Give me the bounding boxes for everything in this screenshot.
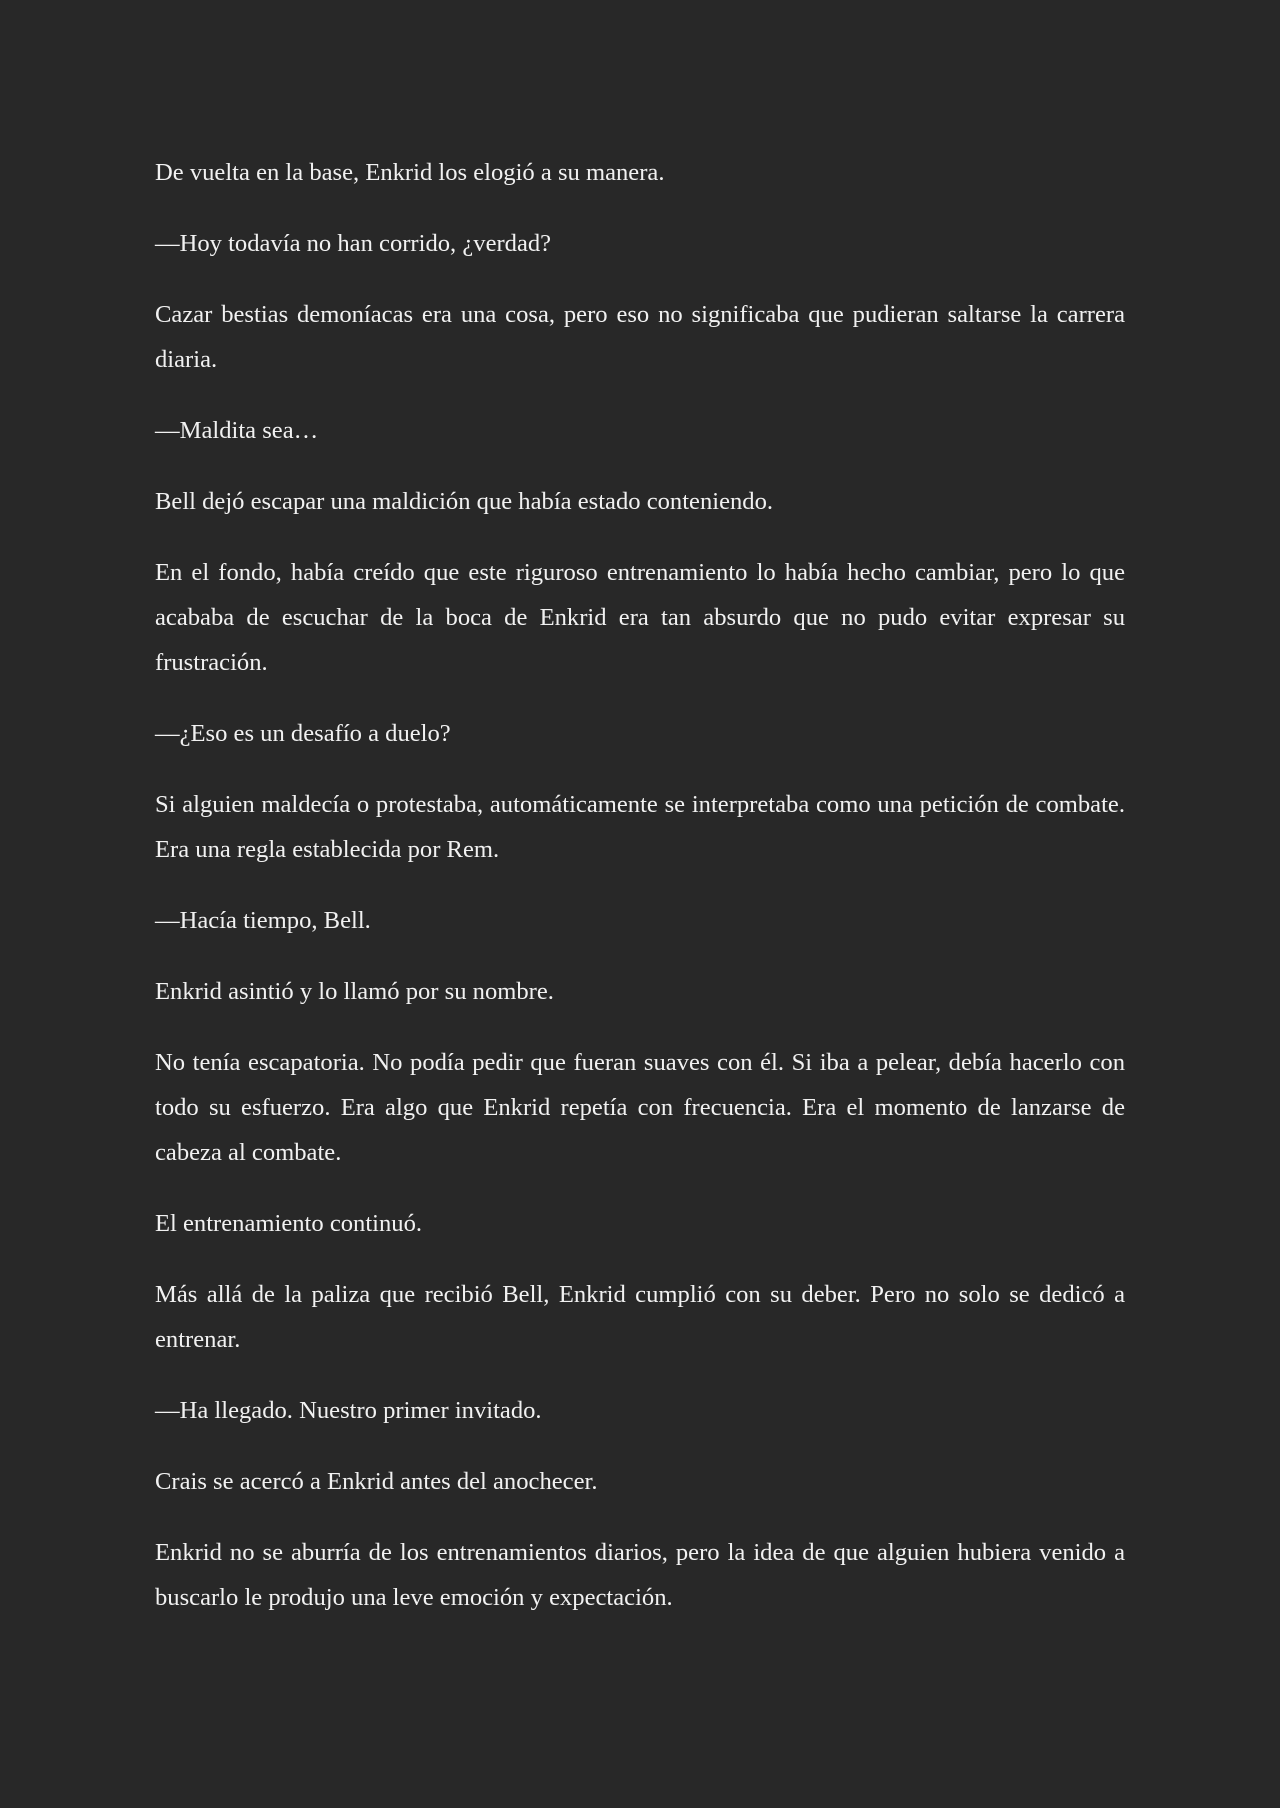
paragraph: Enkrid asintió y lo llamó por su nombre. [155,978,554,1005]
paragraph: —Hoy todavía no han corrido, ¿verdad? [155,230,552,257]
paragraph: Bell dejó escapar una maldición que había estado conteniendo. [155,488,774,515]
paragraph: —Hacía tiempo, Bell. [155,907,371,934]
paragraph: En el fondo, había creído que este riguroso entrenamiento lo había hecho cambiar, pero lo que acababa de escuchar de la boca de Enkrid era tan absurdo que no pudo evitar expresar su frustración. [155,559,1125,676]
paragraph: De vuelta en la base, Enkrid los elogió a su manera. [155,159,665,186]
paragraph: —¿Eso es un desafío a duelo? [155,720,451,747]
paragraph: Cazar bestias demoníacas era una cosa, pero eso no significaba que pudieran saltarse la carrera diaria. [155,301,1125,373]
paragraph: —Ha llegado. Nuestro primer invitado. [155,1397,542,1424]
paragraph: Enkrid no se aburría de los entrenamientos diarios, pero la idea de que alguien hubiera venido a buscarlo le produjo una leve emoción y expectación. [155,1539,1125,1611]
paragraph: Más allá de la paliza que recibió Bell, Enkrid cumplió con su deber. Pero no solo se dedicó a entrenar. [155,1281,1125,1353]
paragraph: No tenía escapatoria. No podía pedir que fueran suaves con él. Si iba a pelear, debía hacerlo con todo su esfuerzo. Era algo que Enkrid repetía con frecuencia. Era el momento de lanzarse de cabeza al combate. [155,1049,1125,1166]
paragraph: Crais se acercó a Enkrid antes del anochecer. [155,1468,598,1495]
chapter-text [155,150,1125,1620]
paragraph: Si alguien maldecía o protestaba, automáticamente se interpretaba como una petición de combate. Era una regla establecida por Rem. [155,791,1125,863]
paragraph: —Maldita sea… [155,417,319,444]
paragraph: El entrenamiento continuó. [155,1210,423,1237]
